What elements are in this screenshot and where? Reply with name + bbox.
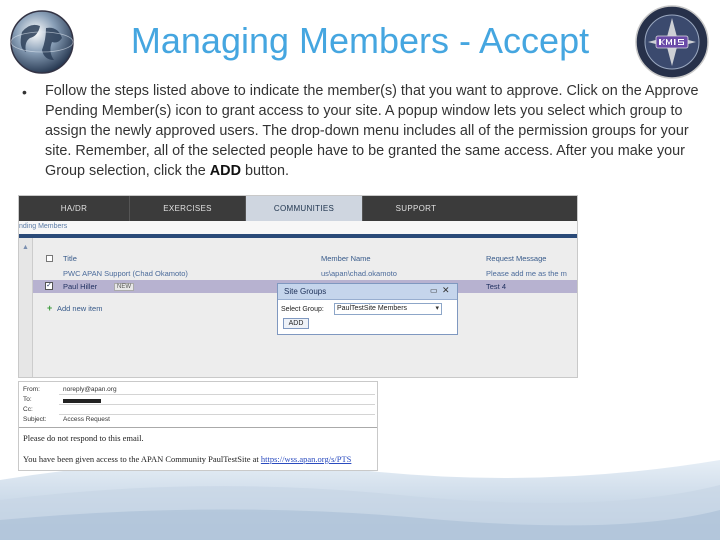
redacted-recipient <box>63 399 101 403</box>
header-divider <box>19 234 578 238</box>
selected-group-value: PaulTestSite Members <box>337 305 408 312</box>
select-all-checkbox[interactable] <box>46 255 53 262</box>
access-email-screenshot <box>18 381 378 471</box>
group-select-dropdown[interactable] <box>334 303 442 315</box>
email-field-line <box>59 404 375 405</box>
row-member-chad: us\apan\chad.okamoto <box>321 269 397 278</box>
email-site-link[interactable]: https://wss.apan.org/s/PTS <box>260 454 352 464</box>
tab-communities[interactable]: COMMUNITIES <box>246 196 362 221</box>
add-button[interactable]: ADD <box>283 318 309 329</box>
instruction-paragraph <box>45 81 705 181</box>
tab-support[interactable]: SUPPORT <box>395 204 437 213</box>
kmis-seal-icon <box>634 4 710 80</box>
close-icon[interactable]: ✕ <box>442 285 450 295</box>
add-icon[interactable]: + <box>47 303 53 313</box>
email-field-line <box>59 414 375 415</box>
minimize-icon[interactable]: ▭ <box>430 286 438 295</box>
chevron-down-icon[interactable]: ▾ <box>435 305 439 312</box>
new-badge: NEW <box>114 283 134 291</box>
popup-title: Site Groups <box>284 287 327 296</box>
email-body <box>23 454 351 464</box>
bullet-point: • <box>22 84 27 100</box>
email-from-value: noreply@apan.org <box>63 386 117 393</box>
scroll-up-arrow-icon[interactable]: ▲ <box>22 244 29 251</box>
email-to-label: To: <box>23 396 32 403</box>
instruction-text-part1: Follow the steps listed above to indicate the member(s) that you want to approve. Click on the Approve Pending Member(s) icon to grant access to your site. A popup window lets you select which group to assign the newly approved users. The drop-down menu includes all of the permission groups for your site. Remember, all of the selected people have to be granted the same access. After you make your Group selection, click the <box>45 83 699 179</box>
tab-exercises[interactable]: EXERCISES <box>163 204 212 213</box>
instruction-add-keyword: ADD <box>209 163 241 179</box>
row-message-paul: Test 4 <box>486 282 507 291</box>
column-header-member-name[interactable]: Member Name <box>321 254 371 263</box>
email-field-line <box>59 394 375 395</box>
row-title-chad[interactable]: PWC APAN Support (Chad Okamoto) <box>63 269 188 278</box>
pending-members-screenshot <box>18 195 578 378</box>
tab-ha-dr[interactable]: HA/DR <box>60 204 88 213</box>
email-body-text: You have been given access to the APAN Community PaulTestSite at <box>23 454 261 464</box>
email-header-divider <box>19 427 377 428</box>
breadcrumb-bar <box>19 221 578 234</box>
email-do-not-reply-note: Please do not respond to this email. <box>23 433 144 443</box>
email-cc-label: Cc: <box>23 406 33 413</box>
row-checkbox-checked-icon[interactable]: ✓ <box>46 282 52 289</box>
site-groups-popup <box>277 283 458 335</box>
select-group-label: Select Group: <box>281 306 324 313</box>
column-header-request-message[interactable]: Request Message <box>486 254 547 263</box>
email-from-label: From: <box>23 386 40 393</box>
row-message-chad: Please add me as the m <box>486 269 567 278</box>
left-panel <box>19 238 33 378</box>
instruction-text-part2: button. <box>240 163 289 179</box>
slide-title: Managing Members - Accept <box>130 20 590 61</box>
email-subject-value: Access Request <box>63 416 110 423</box>
add-new-item-link[interactable]: Add new item <box>57 304 103 313</box>
column-header-title[interactable]: Title <box>63 254 77 263</box>
row-title-paul[interactable]: Paul Hiller <box>63 282 98 291</box>
email-subject-label: Subject: <box>23 416 47 423</box>
breadcrumb[interactable]: nding Members <box>19 223 68 230</box>
